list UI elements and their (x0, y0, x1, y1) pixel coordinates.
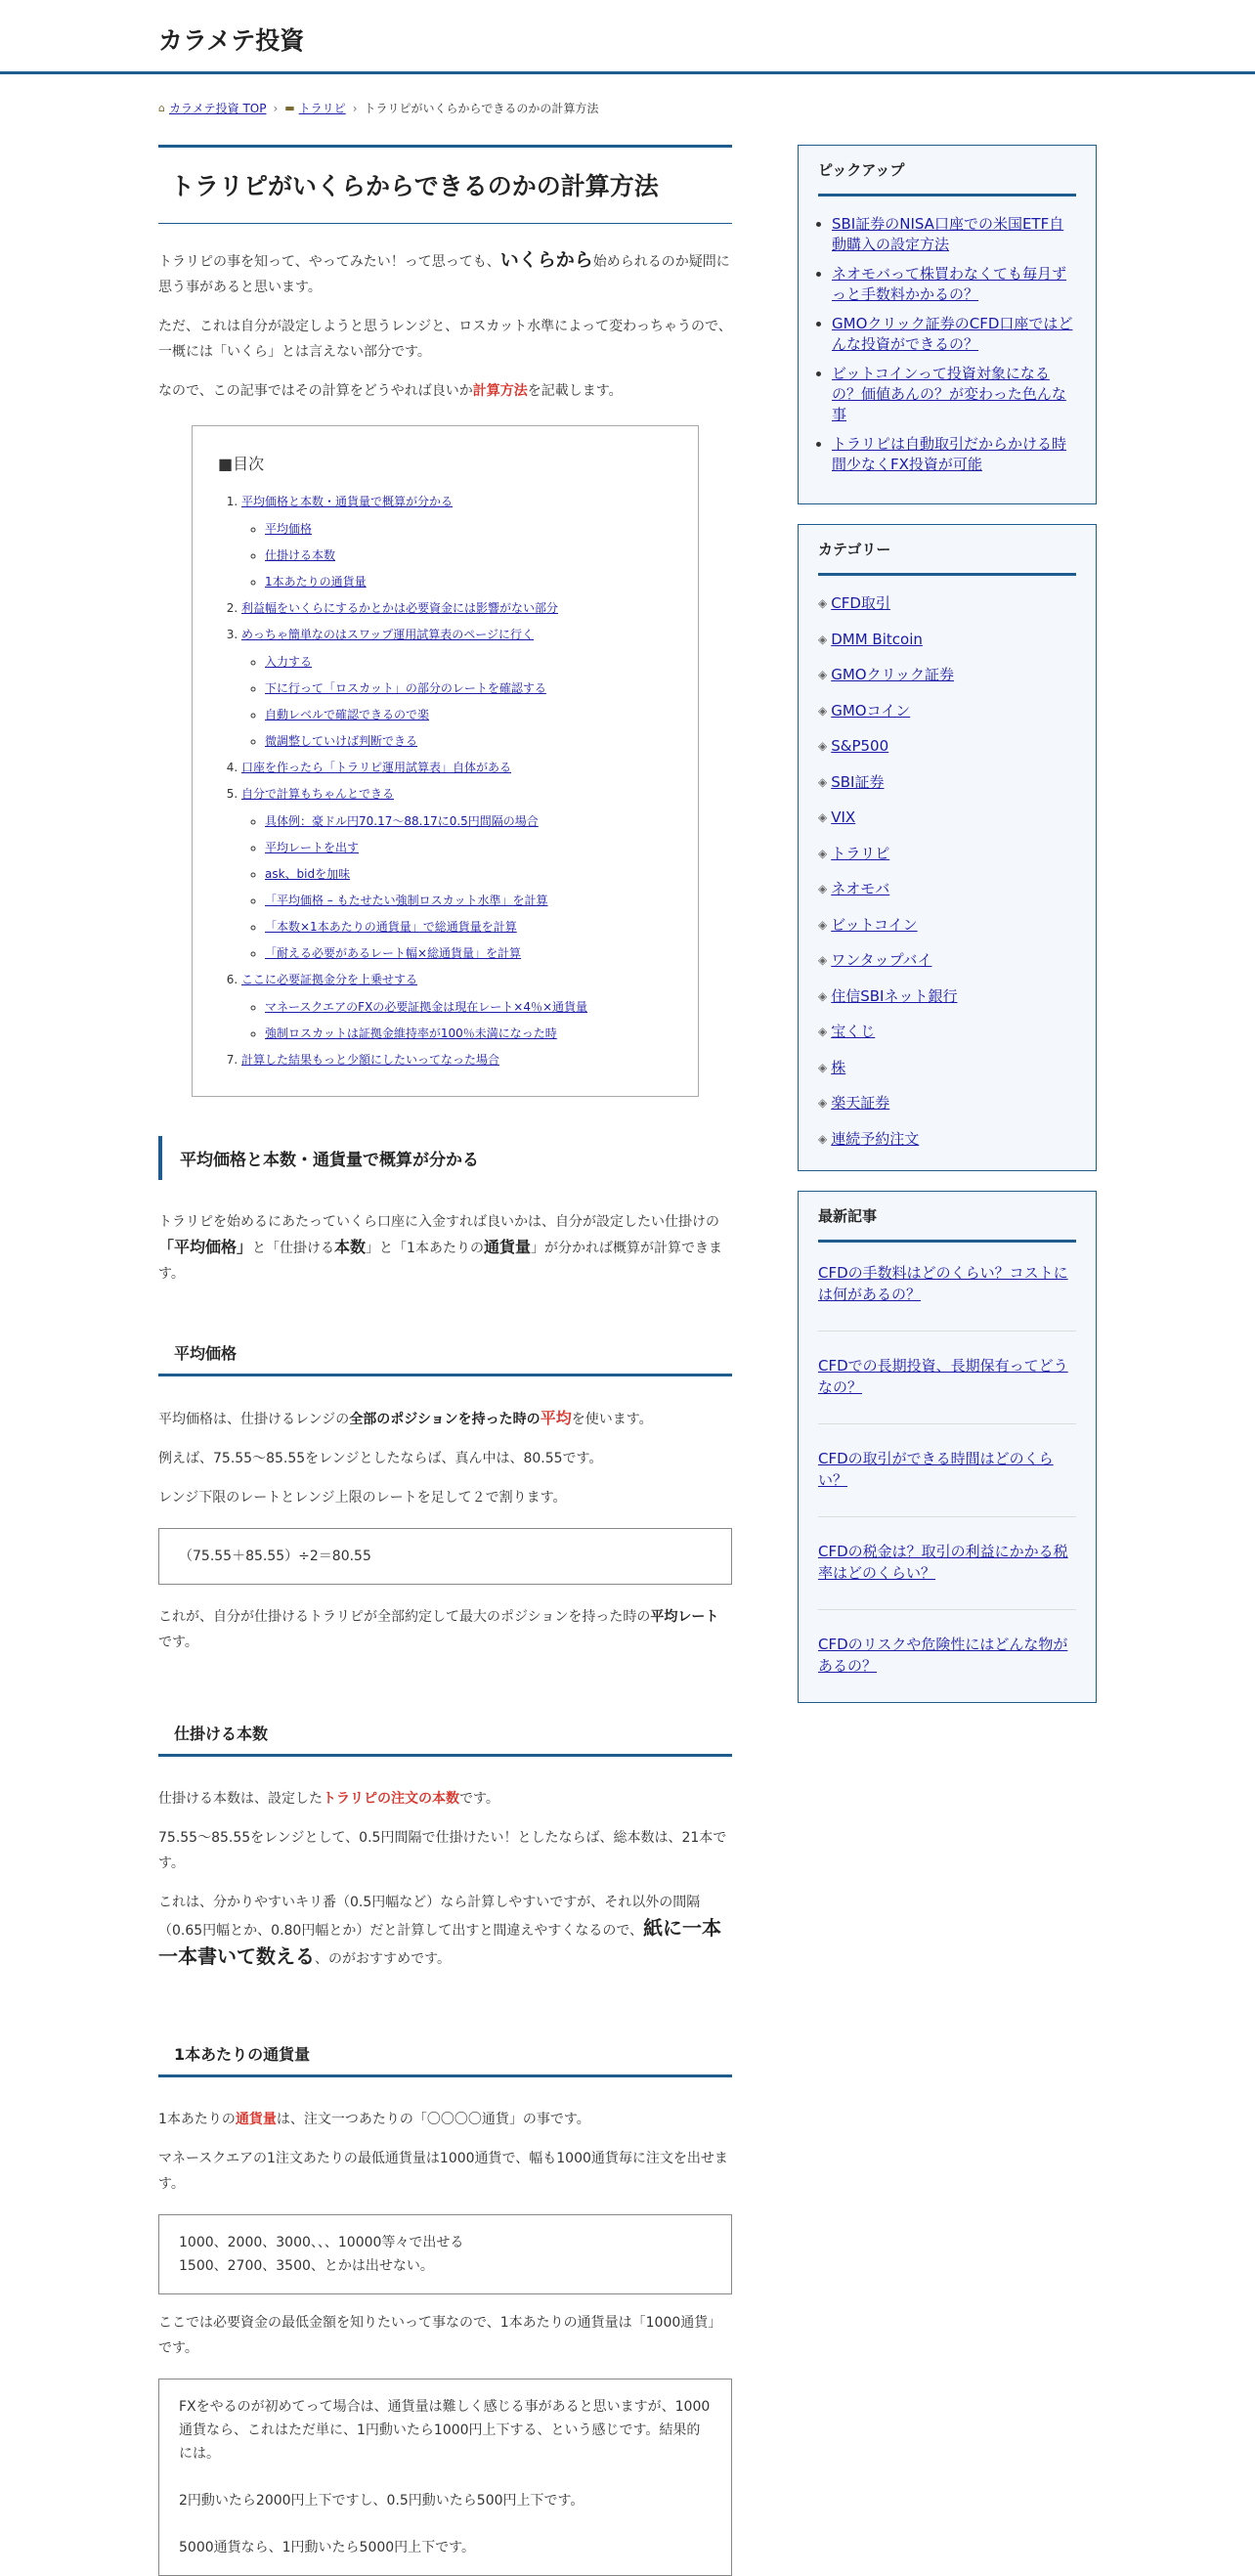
breadcrumb (158, 100, 598, 116)
category-widget (798, 524, 1097, 1171)
highlight: 計算方法 (472, 382, 528, 399)
toc-item (241, 492, 674, 591)
list-item (818, 665, 1076, 684)
toc-link[interactable]: 平均価格 (265, 521, 313, 536)
site-title[interactable]: カラメテ投資 (158, 26, 305, 55)
tag-icon: ◈ (818, 1060, 828, 1074)
list-item (818, 701, 1076, 720)
text: を使います。 (571, 1411, 653, 1427)
widget-title: カテゴリー (818, 539, 1076, 576)
toc-link[interactable]: マネースクエアのFXの必要証拠金は現在レート×4％×通貨量 (265, 999, 588, 1014)
category-list (818, 593, 1076, 1149)
emphasis: 全部のポジションを持った時の (349, 1411, 541, 1427)
emphasis: 平均レート (650, 1608, 719, 1625)
list-item (818, 950, 1076, 970)
text: 」が分かれば概算が計算できます。 (158, 1240, 722, 1282)
text: これは、分かりやすいキリ番（0.5円幅など）なら計算しやすいですが、それ以外の間隔（0.65円幅とか、0.80円幅とか）だと計算して出すと間違えやすくなるので、 (158, 1894, 701, 1939)
toc-link[interactable]: 下に行って「ロスカット」の部分のレートを確認する (265, 680, 546, 695)
list-item (832, 314, 1076, 355)
intro-paragraph-1 (158, 247, 732, 300)
tag-icon: ◈ (818, 810, 828, 824)
list-item (818, 1539, 1076, 1610)
text: 」と「1本あたりの (366, 1240, 484, 1256)
toc-title: ■目次 (218, 454, 265, 473)
list-item (818, 1260, 1076, 1332)
category-link[interactable]: GMOコイン (831, 701, 911, 720)
note-box (158, 2379, 732, 2576)
table-of-contents (192, 425, 699, 1097)
paragraph: ここでは必要資金の最低金額を知りたいって事なので、1本あたりの通貨量は「1000通貨」です。 (158, 2314, 722, 2356)
formula-box: （75.55＋85.55）÷2＝80.55 (158, 1528, 732, 1585)
recent-posts-widget (798, 1191, 1097, 1703)
highlight: 通貨量 (235, 2111, 277, 2127)
article (158, 145, 732, 2576)
paragraph: 例えば、75.55～85.55をレンジとしたならば、真ん中は、80.55です。 (158, 1450, 603, 1466)
toc-subitem (265, 943, 674, 963)
intro-paragraph-3 (158, 378, 732, 404)
category-link[interactable]: S&P500 (831, 737, 889, 755)
tag-icon: ◈ (818, 739, 828, 753)
section-paragraph (158, 1209, 732, 1287)
intro-paragraph-2: ただ、これは自分が設定しようと思うレンジと、ロスカット水準によって変わっちゃうので、一概には「いくら」とは言えない部分です。 (158, 318, 732, 360)
toc-link[interactable]: ここに必要証拠金分を上乗せする (241, 972, 418, 986)
toc-link[interactable]: 利益幅をいくらにするかとかは必要資金には影響がない部分 (241, 600, 559, 615)
list-item (818, 1093, 1076, 1113)
toc-subitem (265, 997, 674, 1017)
chevron-right-icon: › (273, 101, 279, 115)
text: なので、この記事ではその計算をどうやれば良いか (158, 382, 473, 399)
category-link[interactable]: 株 (831, 1058, 846, 1076)
category-link[interactable]: VIX (831, 808, 856, 826)
category-link[interactable]: 住信SBIネット銀行 (831, 986, 958, 1005)
paragraph (158, 2107, 732, 2132)
recent-post-link[interactable]: CFDの取引ができる時間はどのくらい？ (818, 1450, 1054, 1489)
breadcrumb-current: トラリピがいくらからできるのかの計算方法 (364, 102, 599, 115)
toc-subitem (265, 519, 674, 539)
tag-icon: ◈ (818, 988, 828, 1003)
breadcrumb-home-link[interactable]: カラメテ投資 TOP (168, 102, 267, 115)
box-line: 5000通貨なら、1円動いたら5000円上下です。 (179, 2539, 476, 2555)
breadcrumb-category-link[interactable]: トラリピ (298, 102, 346, 115)
text: これが、自分が仕掛けるトラリピが全部約定して最大のポジションを持った時の (158, 1608, 651, 1625)
toc-link[interactable]: 計算した結果もっと少額にしたいってなった場合 (241, 1052, 500, 1067)
toc-subitem (265, 864, 674, 884)
toc-item (241, 625, 674, 751)
toc-link[interactable]: ask、bidを加味 (265, 866, 351, 881)
tag-icon: ◈ (818, 1131, 828, 1146)
toc-item (241, 758, 674, 777)
toc-link[interactable]: 1本あたりの通貨量 (265, 574, 367, 589)
category-link[interactable]: CFD取引 (831, 594, 890, 612)
paragraph: 75.55～85.55をレンジとして、0.5円間隔で仕掛けたい！としたならば、総本数は、21本です。 (158, 1829, 727, 1871)
folder-icon: ▬ (284, 102, 295, 114)
tag-icon: ◈ (818, 846, 828, 860)
toc-item (241, 598, 674, 618)
text: は、注文一つあたりの「〇〇〇〇通貨」の事です。 (276, 2111, 590, 2127)
toc-link[interactable]: 具体例：豪ドル円70.17～88.17に0.5円間隔の場合 (265, 813, 539, 828)
box-line: 1500、2700、3500、とかは出せない。 (179, 2257, 434, 2274)
tag-icon: ◈ (818, 1096, 828, 1110)
list-item (818, 736, 1076, 756)
pickup-link[interactable]: SBI証券のNISA口座での米国ETF自動購入の設定方法 (832, 215, 1064, 253)
recent-post-link[interactable]: CFDのリスクや危険性にはどんな物があるの？ (818, 1636, 1068, 1675)
text: 1本あたりの (158, 2111, 236, 2127)
list-item (818, 1022, 1076, 1041)
toc-link[interactable]: 自分で計算もちゃんとできる (241, 786, 395, 801)
text: 始められるのか疑問に思う事があると思います。 (158, 253, 730, 295)
chevron-right-icon: › (352, 101, 358, 115)
toc-link[interactable]: 強制ロスカットは証拠金維持率が100％未満になった時 (265, 1026, 557, 1040)
toc-subitem (265, 838, 674, 857)
toc-link[interactable]: 仕掛ける本数 (265, 547, 336, 562)
paragraph (158, 1406, 732, 1432)
list-item (818, 1446, 1076, 1517)
text: 、のがおすすめです。 (315, 1950, 452, 1967)
paragraph: マネースクエアの1注文あたりの最低通貨量は1000通貨で、幅も1000通貨毎に注文を出せます。 (158, 2150, 728, 2192)
toc-link[interactable]: 「耐える必要があるレート幅×総通貨量」を計算 (265, 945, 522, 960)
toc-link[interactable]: 口座を作ったら「トラリピ運用試算表」自体がある (241, 760, 512, 774)
tag-icon: ◈ (818, 596, 828, 610)
tag-icon: ◈ (818, 882, 828, 895)
widget-title: ピックアップ (818, 159, 1076, 196)
emphasis: 「平均価格」 (158, 1237, 253, 1256)
emphasis: いくらから (499, 248, 593, 271)
recent-post-link[interactable]: CFDの税金は？取引の利益にかかる税率はどのくらい？ (818, 1543, 1068, 1582)
toc-link[interactable]: 入力する (265, 654, 313, 669)
toc-subitem (265, 917, 674, 937)
list-item (818, 1353, 1076, 1424)
text: トラリピの事を知って、やってみたい！って思っても、 (158, 253, 500, 270)
category-link[interactable]: トラリピ (831, 844, 890, 862)
tag-icon: ◈ (818, 774, 828, 789)
list-item (818, 879, 1076, 898)
widget-title: 最新記事 (818, 1205, 1076, 1243)
list-item (818, 1058, 1076, 1077)
tag-icon: ◈ (818, 668, 828, 681)
category-link[interactable]: ビットコイン (831, 915, 918, 934)
toc-subitem (265, 731, 674, 751)
toc-link[interactable]: めっちゃ簡単なのはスワップ運用試算表のページに行く (241, 627, 535, 641)
text: トラリピを始めるにあたっていくら口座に入金すれば良いかは、自分が設定したい仕掛けの (158, 1213, 719, 1230)
list-item (832, 264, 1076, 305)
toc-sublist (241, 811, 674, 963)
text: 平均価格は、仕掛けるレンジの (158, 1411, 350, 1427)
box-line: 2円動いたら2000円上下ですし、0.5円動いたら500円上下です。 (179, 2492, 584, 2509)
toc-list (218, 492, 674, 1070)
pickup-link[interactable]: ネオモバって株買わなくても毎月ずっと手数料かかるの？ (832, 265, 1067, 303)
list-item (818, 630, 1076, 649)
paragraph (158, 1604, 732, 1655)
recent-post-link[interactable]: CFDでの長期投資、長期保有ってどうなの？ (818, 1357, 1068, 1396)
toc-subitem (265, 891, 674, 910)
toc-link[interactable]: 平均レートを出す (265, 840, 360, 854)
toc-link[interactable]: 「平均価格 – もたせたい強制ロスカット水準」を計算 (265, 893, 548, 907)
emphasis: 通貨量 (483, 1237, 531, 1256)
toc-item (241, 1050, 674, 1070)
info-box (158, 2214, 732, 2294)
list-item (818, 808, 1076, 827)
box-line: 1000、2000、3000、、、10000等々で出せる (179, 2234, 464, 2250)
toc-subitem (265, 678, 674, 698)
tag-icon: ◈ (818, 703, 828, 718)
toc-sublist (241, 519, 674, 591)
list-item (818, 1632, 1076, 1682)
pickup-link[interactable]: GMOクリック証券のCFD口座ではどんな投資ができるの？ (832, 315, 1073, 353)
category-link[interactable]: SBI証券 (831, 772, 885, 791)
list-item (832, 364, 1076, 425)
category-link[interactable]: DMM Bitcoin (831, 630, 923, 648)
paragraph (158, 1786, 732, 1812)
toc-link[interactable]: 平均価格と本数・通貨量で概算が分かる (241, 494, 454, 508)
pickup-widget (798, 145, 1097, 504)
list-item (832, 434, 1076, 475)
tag-icon: ◈ (818, 917, 828, 932)
section-heading: 平均価格と本数・通貨量で概算が分かる (158, 1136, 732, 1180)
toc-link[interactable]: 「本数×1本あたりの通貨量」で総通貨量を計算 (265, 919, 517, 934)
toc-subitem (265, 705, 674, 724)
list-item (832, 214, 1076, 255)
toc-link[interactable]: 微調整していけば判断できる (265, 733, 418, 748)
toc-subitem (265, 652, 674, 672)
list-item (818, 1129, 1076, 1149)
text: を記載します。 (527, 382, 623, 399)
toc-link[interactable]: 自動レベルで確認できるので楽 (265, 707, 430, 721)
toc-subitem (265, 811, 674, 831)
recent-post-link[interactable]: CFDの手数料はどのくらい？コストには何があるの？ (818, 1264, 1068, 1303)
tag-icon: ◈ (818, 953, 828, 967)
toc-item (241, 784, 674, 963)
toc-sublist (241, 652, 674, 751)
toc-sublist (241, 997, 674, 1043)
category-link[interactable]: 楽天証券 (831, 1094, 890, 1112)
toc-subitem (265, 1024, 674, 1043)
subsection-heading: 平均価格 (158, 1341, 732, 1376)
pickup-link[interactable]: ビットコインって投資対象になるの？価値あんの？が変わった色んな事 (832, 365, 1066, 423)
pickup-list (818, 214, 1076, 475)
tag-icon: ◈ (818, 1025, 828, 1038)
sidebar (798, 145, 1097, 1703)
emphasis: 本数 (334, 1237, 367, 1256)
list-item (818, 915, 1076, 935)
emphasis: 紙に一本一本書いて数える (158, 1915, 722, 1968)
text: です。 (459, 1790, 499, 1807)
home-icon: ⌂ (158, 102, 165, 114)
paragraph: レンジ下限のレートとレンジ上限のレートを足して２で割ります。 (158, 1489, 567, 1506)
toc-subitem (265, 546, 674, 565)
toc-subitem (265, 572, 674, 591)
list-item (818, 844, 1076, 863)
text: 仕掛ける本数は、設定した (158, 1790, 323, 1807)
subsection-heading: 仕掛ける本数 (158, 1722, 732, 1757)
category-link[interactable]: GMOクリック証券 (831, 666, 955, 683)
category-link[interactable]: 連続予約注文 (831, 1129, 920, 1148)
box-line: FXをやるのが初めてって場合は、通貨量は難しく感じる事があると思いますが、1000通貨なら、これはただ単に、1円動いたら1000円上下する、という感じです。結果的には。 (179, 2398, 711, 2462)
page-title: トラリピがいくらからできるのかの計算方法 (158, 145, 732, 224)
text: と「仕掛ける (252, 1240, 335, 1256)
category-link[interactable]: 宝くじ (831, 1023, 876, 1040)
pickup-link[interactable]: トラリピは自動取引だからかける時間少なくFX投資が可能 (832, 435, 1067, 473)
highlight: 平均 (540, 1408, 572, 1427)
list-item (818, 593, 1076, 613)
paragraph (158, 1890, 732, 1972)
category-link[interactable]: ネオモバ (831, 880, 890, 897)
site-header (0, 0, 1255, 74)
list-item (818, 772, 1076, 792)
list-item (818, 986, 1076, 1006)
tag-icon: ◈ (818, 632, 828, 646)
text: です。 (158, 1634, 198, 1650)
toc-item (241, 970, 674, 1043)
category-link[interactable]: ワンタップバイ (831, 951, 932, 969)
highlight: トラリピの注文の本数 (323, 1790, 459, 1807)
subsection-heading: 1本あたりの通貨量 (158, 2042, 732, 2077)
